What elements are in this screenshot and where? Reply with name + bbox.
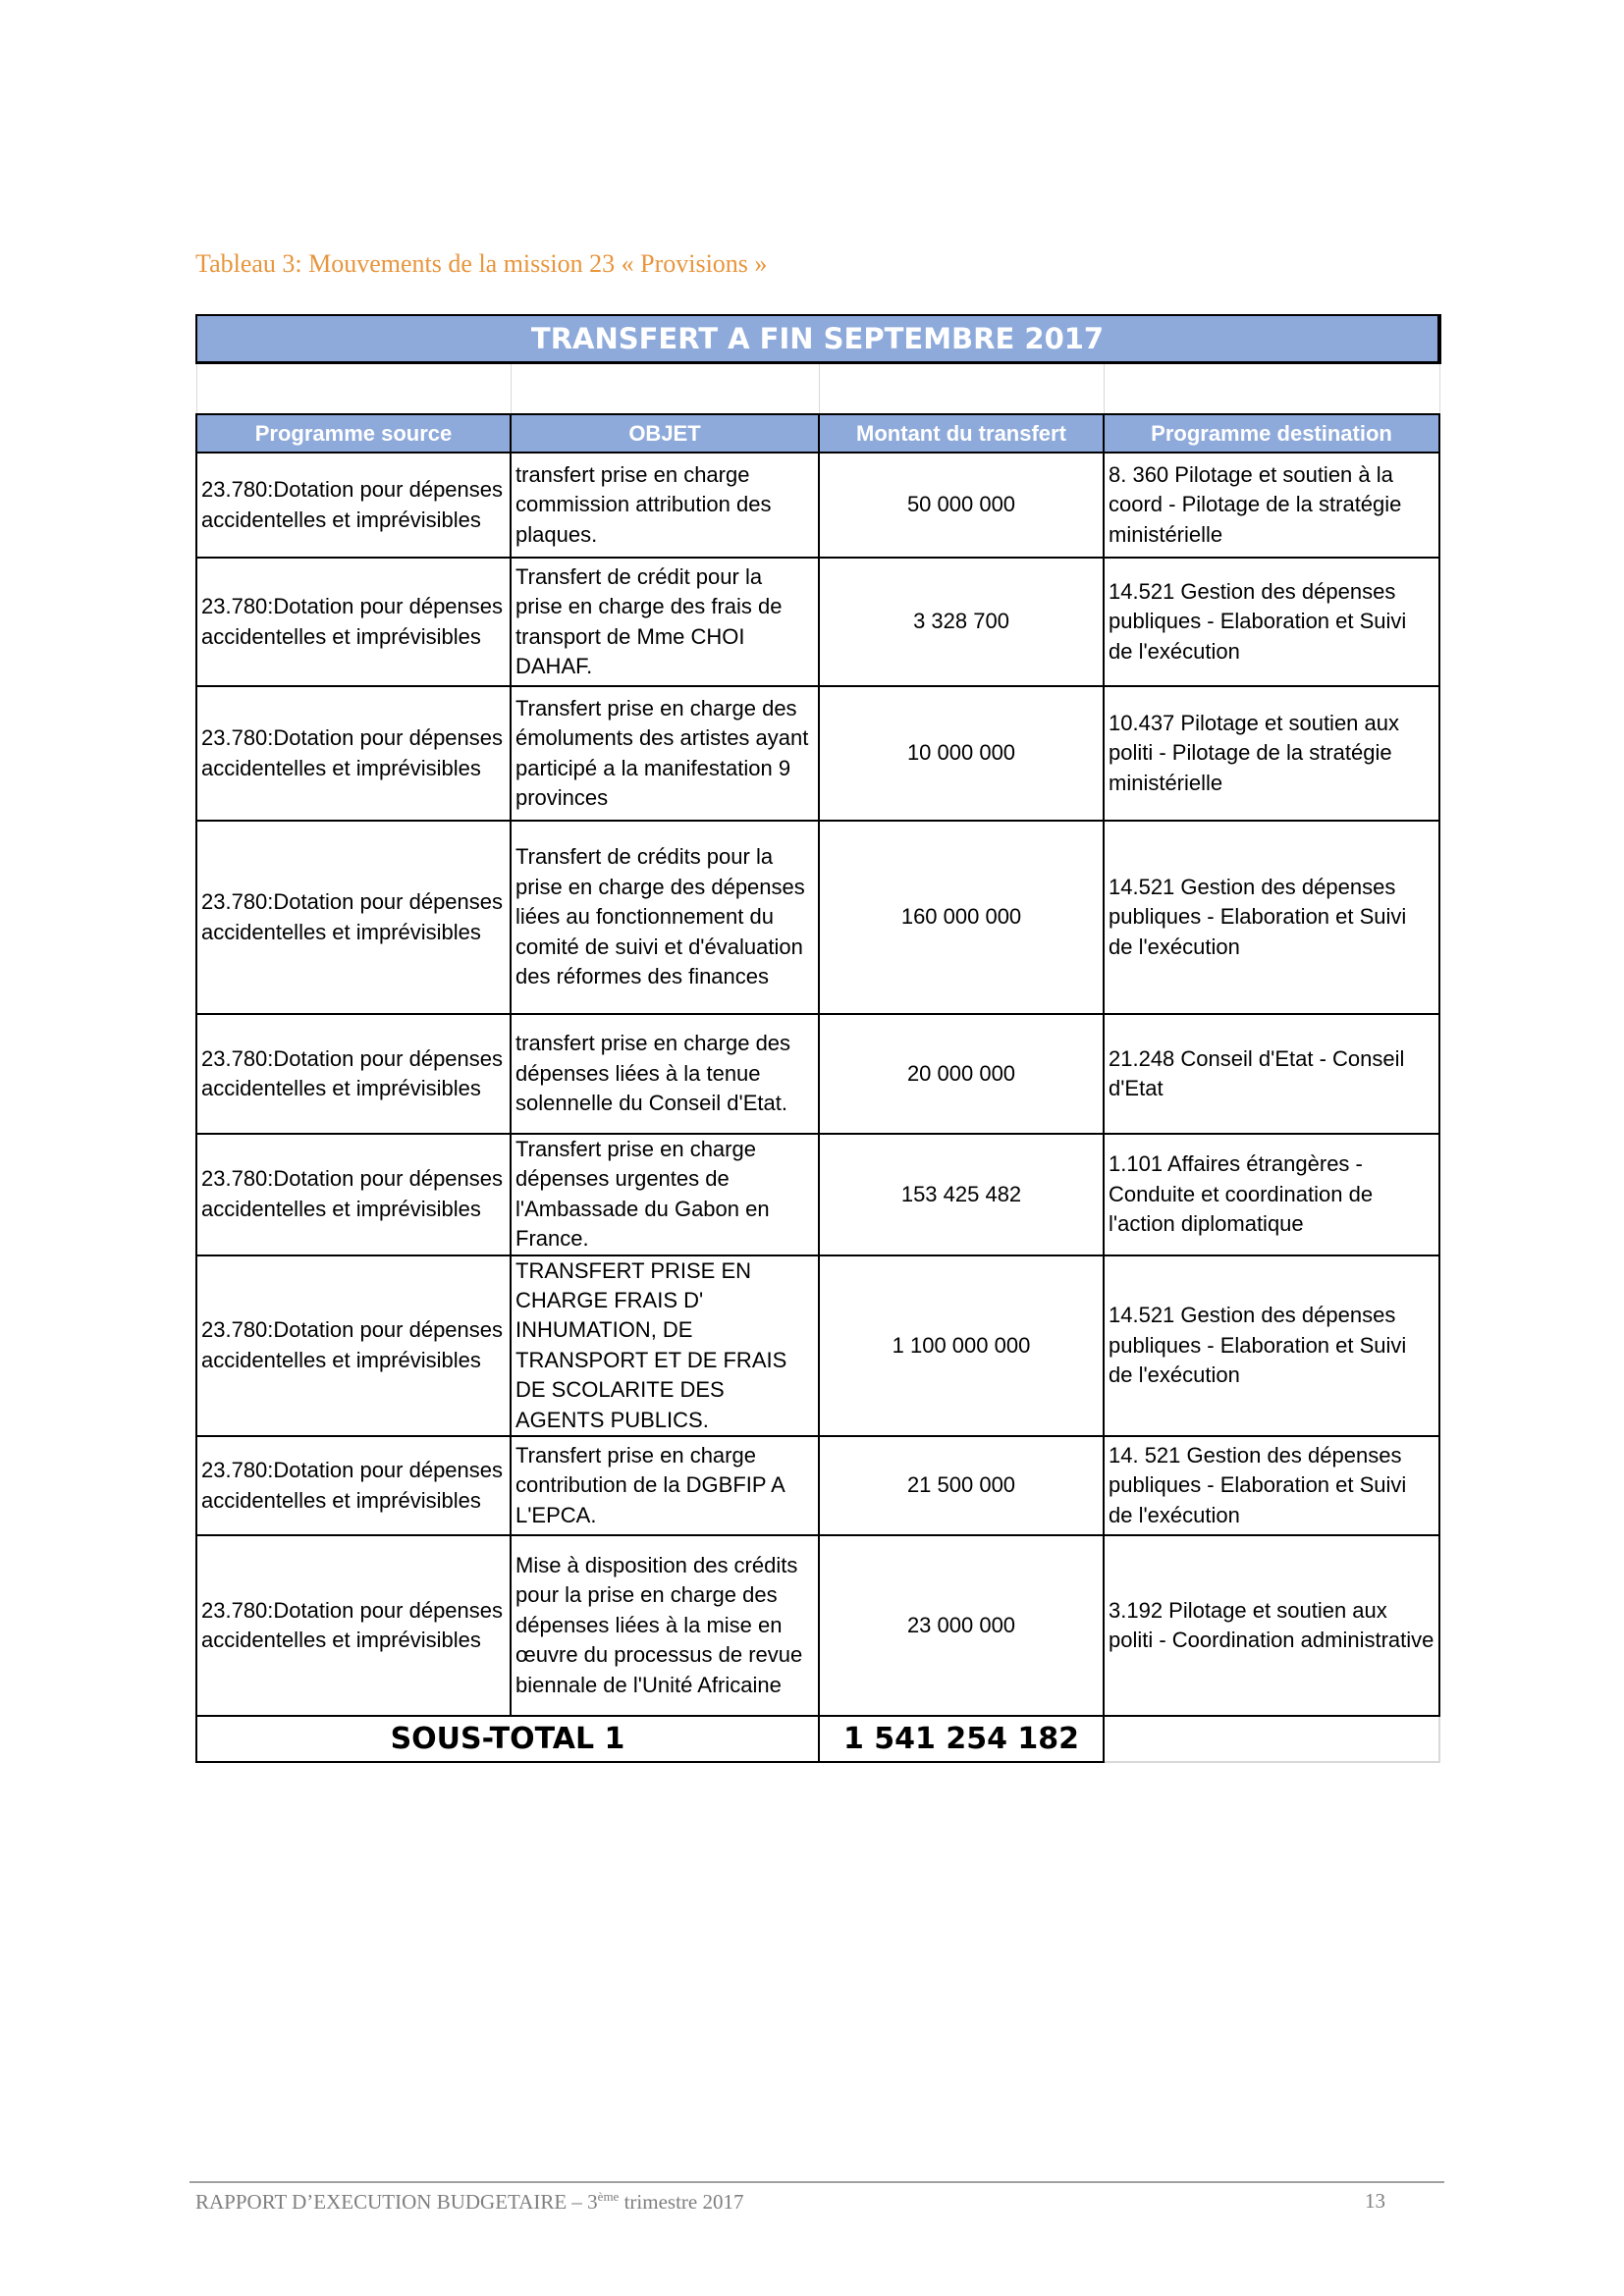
subtotal-value: 1 541 254 182 (819, 1716, 1104, 1762)
cell-source: 23.780:Dotation pour dépenses accidentelles et imprévisibles (196, 1436, 511, 1535)
cell-destination: 3.192 Pilotage et soutien aux politi - Coordination administrative (1104, 1535, 1439, 1716)
cell-destination: 1.101 Affaires étrangères - Conduite et coordination de l'action diplomatique (1104, 1134, 1439, 1255)
subtotal-row (196, 1716, 1439, 1762)
cell-objet: transfert prise en charge commission attribution des plaques. (511, 453, 819, 558)
header-row (196, 414, 1439, 453)
header-programme-source: Programme source (196, 414, 511, 453)
table-caption: Tableau 3: Mouvements de la mission 23 « Provisions » (195, 249, 768, 278)
cell-source: 23.780:Dotation pour dépenses accidentelles et imprévisibles (196, 1014, 511, 1134)
cell-destination: 10.437 Pilotage et soutien aux politi - Pilotage de la stratégie ministérielle (1104, 686, 1439, 821)
cell-destination: 14.521 Gestion des dépenses publiques - Elaboration et Suivi de l'exécution (1104, 1255, 1439, 1436)
subtotal-label: SOUS-TOTAL 1 (196, 1716, 819, 1762)
cell-montant: 21 500 000 (819, 1436, 1104, 1535)
cell-destination: 8. 360 Pilotage et soutien à la coord - Pilotage de la stratégie ministérielle (1104, 453, 1439, 558)
table-row (196, 558, 1439, 686)
footer-superscript: ème (597, 2189, 620, 2204)
page-number: 13 (1365, 2189, 1385, 2213)
cell-objet: Transfert prise en charge des émoluments des artistes ayant participé a la manifestation 9 provinces (511, 686, 819, 821)
table-row (196, 1436, 1439, 1535)
cell-montant: 10 000 000 (819, 686, 1104, 821)
cell-montant: 1 100 000 000 (819, 1255, 1104, 1436)
cell-montant: 153 425 482 (819, 1134, 1104, 1255)
table-row (196, 821, 1439, 1014)
footer-divider (189, 2181, 1444, 2183)
cell-objet: transfert prise en charge des dépenses liées à la tenue solennelle du Conseil d'Etat. (511, 1014, 819, 1134)
spacer-row (196, 363, 1439, 415)
transfer-table-container (195, 314, 1438, 1763)
cell-montant: 3 328 700 (819, 558, 1104, 686)
cell-objet: Transfert de crédit pour la prise en charge des frais de transport de Mme CHOI DAHAF. (511, 558, 819, 686)
cell-montant: 20 000 000 (819, 1014, 1104, 1134)
cell-montant: 23 000 000 (819, 1535, 1104, 1716)
cell-destination: 14.521 Gestion des dépenses publiques - Elaboration et Suivi de l'exécution (1104, 558, 1439, 686)
table-title: TRANSFERT A FIN SEPTEMBRE 2017 (196, 315, 1439, 363)
table-title-row (196, 315, 1439, 363)
cell-source: 23.780:Dotation pour dépenses accidentelles et imprévisibles (196, 1134, 511, 1255)
cell-objet: Transfert prise en charge dépenses urgentes de l'Ambassade du Gabon en France. (511, 1134, 819, 1255)
footer-report-title: RAPPORT D’EXECUTION BUDGETAIRE – 3ème trimestre 2017 (195, 2189, 744, 2214)
cell-destination: 14. 521 Gestion des dépenses publiques - Elaboration et Suivi de l'exécution (1104, 1436, 1439, 1535)
cell-source: 23.780:Dotation pour dépenses accidentelles et imprévisibles (196, 1535, 511, 1716)
cell-montant: 50 000 000 (819, 453, 1104, 558)
header-objet: OBJET (511, 414, 819, 453)
cell-objet: TRANSFERT PRISE EN CHARGE FRAIS D' INHUMATION, DE TRANSPORT ET DE FRAIS DE SCOLARITE DES AGENTS PUBLICS. (511, 1255, 819, 1436)
table-row (196, 1014, 1439, 1134)
header-programme-destination: Programme destination (1104, 414, 1439, 453)
table-row (196, 1255, 1439, 1436)
cell-montant: 160 000 000 (819, 821, 1104, 1014)
cell-destination: 14.521 Gestion des dépenses publiques - Elaboration et Suivi de l'exécution (1104, 821, 1439, 1014)
cell-destination: 21.248 Conseil d'Etat - Conseil d'Etat (1104, 1014, 1439, 1134)
cell-source: 23.780:Dotation pour dépenses accidentelles et imprévisibles (196, 1255, 511, 1436)
table-row (196, 686, 1439, 821)
cell-source: 23.780:Dotation pour dépenses accidentelles et imprévisibles (196, 558, 511, 686)
table-row (196, 1535, 1439, 1716)
table-row (196, 453, 1439, 558)
cell-source: 23.780:Dotation pour dépenses accidentelles et imprévisibles (196, 453, 511, 558)
cell-source: 23.780:Dotation pour dépenses accidentelles et imprévisibles (196, 686, 511, 821)
cell-objet: Transfert prise en charge contribution de la DGBFIP A L'EPCA. (511, 1436, 819, 1535)
header-montant: Montant du transfert (819, 414, 1104, 453)
transfer-table (195, 314, 1441, 1763)
cell-objet: Transfert de crédits pour la prise en charge des dépenses liées au fonctionnement du comité de suivi et d'évaluation des réformes des finances (511, 821, 819, 1014)
cell-source: 23.780:Dotation pour dépenses accidentelles et imprévisibles (196, 821, 511, 1014)
cell-objet: Mise à disposition des crédits pour la prise en charge des dépenses liées à la mise en œuvre du processus de revue biennale de l'Unité Africaine (511, 1535, 819, 1716)
table-row (196, 1134, 1439, 1255)
